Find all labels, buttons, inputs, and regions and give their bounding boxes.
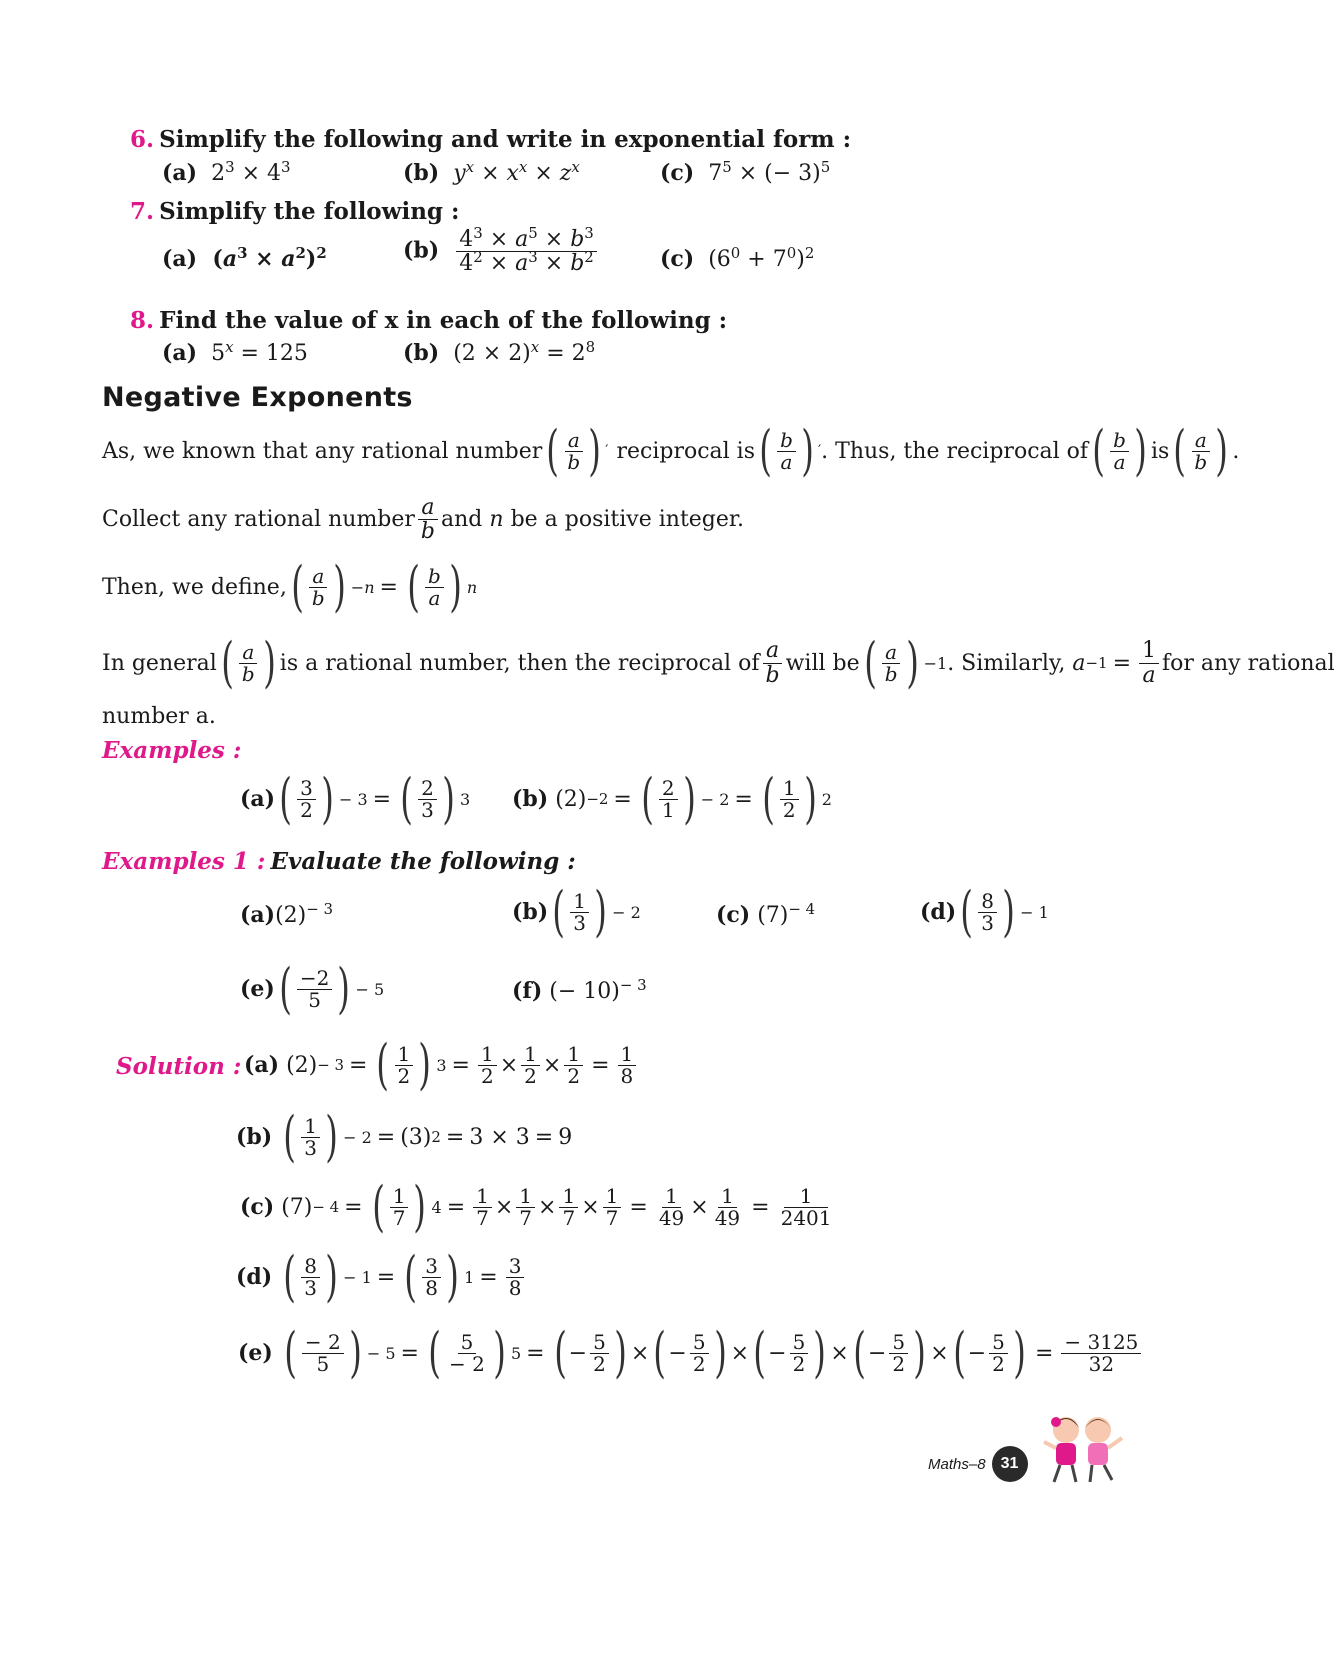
q7-part-c: (c) $(6^0 + 7^0)^2$ [660, 243, 815, 272]
book-title: Maths–8 [928, 1455, 986, 1473]
exercise-f: (f) (− 10)$^{- 3}$ [512, 975, 647, 1004]
solution-label: Solution : [116, 1053, 242, 1080]
solution-b: (b) ( $\frac{1}{3}$ ) − 2 = (3) 2 = 3 × 3 = 9 [236, 1105, 573, 1168]
exercise-a: $(a)(2)^{- 3}$ [240, 899, 334, 928]
q6-part-c: (c) $7^5$ × (− 3)$^5$ [660, 157, 831, 186]
paragraph-define: Collect any rational number $\frac{a}{b}$ and n be a positive integer. [102, 495, 745, 545]
solution-d: (d) ( $\frac{8}{3}$ ) − 1 = ( $\frac{3}{8}$ ) 1 = $\frac{3}{8}$ [236, 1250, 527, 1304]
solution-a: (a) (2) − 3 = ( $\frac{1}{2}$ ) 3 = $\frac{1}{2}$ × $\frac{1}{2}$ × $\frac{1}{2}$ = $\frac{1}{8}$ [244, 1038, 639, 1092]
question-title: Simplify the following and write in exponential form : [159, 126, 852, 153]
q8-part-a: (a) $5^x = 125$ [162, 337, 308, 366]
examples1-heading: Examples 1 : Evaluate the following : [102, 848, 576, 875]
paragraph-general: In general ( $\frac{a}{b}$ ) is a rational number, then the reciprocal of $\frac{a}{b}$ will be ( $\frac{a}{b}$ ) −1 . Similarly, a −1 = $\frac{1}{a}$ for any rational [102, 631, 1335, 694]
section-title: Negative Exponents [102, 382, 413, 413]
paragraph-reciprocal: As, we known that any rational number ( $\frac{a}{b}$ ) ′ reciprocal is ( $\frac{b}{a}$ ) ′ . Thus, the reciprocal of ( $\frac{b}{a}$ ) is ( $\frac{a}{b}$ ) . [102, 419, 1240, 482]
q7-part-b: (b) $\frac{4^3 \times a^5 \times b^3}{4^2 \times a^3 \times b^2}$ [403, 228, 600, 275]
kids-illustration-icon [1038, 1408, 1128, 1488]
q6-part-a: (a) $2^3 \times 4^3$ [162, 157, 291, 186]
question-8: 8. Find the value of x in each of the following : [130, 307, 728, 334]
exercise-e: (e) ( $\frac{-2}{5}$ ) − 5 [240, 957, 385, 1020]
example-b: (b) (2) −2 = ( $\frac{2}{1}$ ) − 2 = ( $\frac{1}{2}$ ) 2 [512, 767, 832, 830]
exercise-d: (d) ( $\frac{8}{3}$ ) − 1 [920, 880, 1049, 943]
page-footer [928, 1446, 1028, 1482]
paragraph-definition: Then, we define, ( $\frac{a}{b}$ ) −n = ( $\frac{b}{a}$ ) n [102, 555, 478, 618]
question-number: 6. [130, 126, 155, 153]
exercise-b: (b) ( $\frac{1}{3}$ ) − 2 [512, 880, 641, 943]
q6-part-b: (b) $y^x \times x^x \times z^x$ [403, 157, 580, 186]
q8-part-b: (b) $(2 \times 2)^x = 2^8$ [403, 337, 596, 366]
exercise-c: (c) $(7)^{- 4}$ [716, 899, 816, 928]
solution-c: (c) (7) − 4 = ( $\frac{1}{7}$ ) 4 = $\frac{1}{7}$ × $\frac{1}{7}$ × $\frac{1}{7}$ × $\frac{1}{7}$ = $\frac{1}{49}$ × $\frac{1}{49}$ = $\frac{1}{2401}$ [240, 1175, 832, 1238]
page-number: 31 [992, 1446, 1028, 1482]
solution-e: (e) ( $\frac{- 2}{5}$ ) − 5 = ( $\frac{5}{- 2}$ ) 5 = ( − $\frac{5}{2}$ ) × ( − $\frac{5}{2}$ ) × ( − $\frac{5}{2}$ ) × ( − $\frac{5}{2}$ ) × ( − $\frac{5}{2}$ ) = $\frac{- 3125}{32}$ [238, 1326, 1144, 1380]
examples-heading: Examples : [102, 737, 242, 764]
question-6 [130, 126, 851, 153]
q7-part-a: (a) $(a^3 \times a^2)^2$ [162, 243, 327, 272]
question-7: 7. Simplify the following : [130, 198, 460, 225]
example-a: (a) ( $\frac{3}{2}$ ) − 3 = ( $\frac{2}{3}$ ) 3 [240, 767, 471, 830]
paragraph-general-cont: number a. [102, 704, 216, 729]
